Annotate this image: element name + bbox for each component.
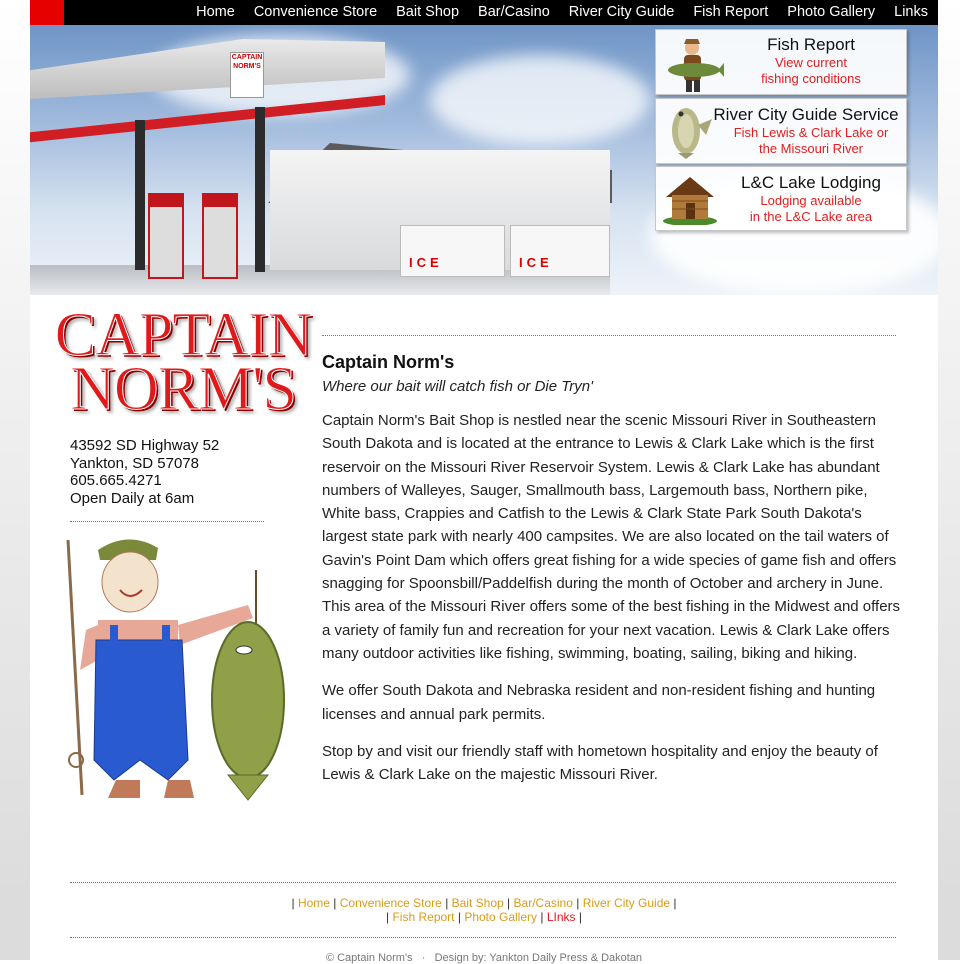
footer-link-fish-report[interactable]: Fish Report <box>392 910 455 924</box>
footer-link-convenience-store[interactable]: Convenience Store <box>339 896 442 910</box>
footer-link-photo-gallery[interactable]: Photo Gallery <box>464 910 538 924</box>
river-city-guide-button[interactable] <box>655 98 907 164</box>
fish-report-button[interactable] <box>655 29 907 95</box>
nav-bar-casino[interactable]: Bar/Casino <box>478 4 550 20</box>
fish-report-subtitle: fishing conditions <box>761 71 861 86</box>
licenses-paragraph: We offer South Dakota and Nebraska resident and non-resident fishing and hunting licenses and annual park permits. <box>322 682 876 723</box>
footer-link-river-city-guide[interactable]: River City Guide <box>582 896 671 910</box>
logo-line-1: CAPTAIN <box>54 301 312 369</box>
ice-chest: ICE <box>400 225 505 277</box>
footer-credits: © Captain Norm's · Design by: Yankton Daily Press & Dakotan <box>325 952 643 964</box>
nav-links[interactable]: Links <box>894 4 928 20</box>
river-city-guide-subtitle: Fish Lewis & Clark Lake or <box>733 125 889 140</box>
address-city: Yankton, SD 57078 <box>70 454 199 472</box>
river-city-guide-title: River City Guide Service <box>713 105 899 124</box>
nav-accent-block <box>30 0 64 25</box>
fish-report-subtitle: View current <box>774 55 847 70</box>
address-phone: 605.665.4271 <box>70 472 162 489</box>
footer-links-row-2: | Fish Report | Photo Gallery | LInks | <box>386 910 582 924</box>
page-tagline: Where our bait will catch fish or Die Tryn' <box>322 378 594 395</box>
cloud <box>430 55 650 145</box>
fish-report-title: Fish Report <box>767 35 855 54</box>
lodging-title: L&C Lake Lodging <box>741 173 881 192</box>
address-hours: Open Daily at 6am <box>70 489 195 507</box>
page-title: Captain Norm's <box>322 352 455 372</box>
fisherman-icon <box>662 36 724 97</box>
footer-link-bait-shop[interactable]: Bait Shop <box>451 896 504 910</box>
top-nav <box>64 0 938 25</box>
nav-convenience-store[interactable]: Convenience Store <box>253 4 378 20</box>
divider <box>70 937 896 938</box>
intro-paragraph: Captain Norm's Bait Shop is nestled near the scenic Missouri River in Southeastern South Dakota and is located at the entrance to Lewis & Clark Lake which is the first reservoir on the Missouri River Reservoir System. Lewis & Clark Lake has abundant numbers of Walleyes, Sauger, Smallmouth bass, Largemouth bass, Northern pike, White bass, Crappies and Catfish to the Lewis & Clark State Park South Dakota's largest state park with nearly 400 campsites. We are also located on the tail waters of Gavin's Point Dam which offers great fishing for a wide species of game fish and offers snagging for Spoonsbill/Paddelfish during the month of October and archery in June. This area of the Missouri River offers some of the best fishing in the Midwest and offers a variety of family fun and recreation for your next vacation. Lewis & Clark Lake offers many outdoor activities like fishing, swimming, boating, sailing, biking and hiking. <box>322 412 901 662</box>
store-address <box>70 437 219 507</box>
divider <box>70 882 896 883</box>
copyright-text: © Captain Norm's <box>325 952 413 964</box>
canopy-pole <box>135 120 145 270</box>
design-credit[interactable]: Design by: Yankton Daily Press & Dakotan <box>434 952 643 964</box>
ice-chest: ICE <box>510 225 610 277</box>
canopy-pole <box>255 107 265 272</box>
logo-line-2: NORM'S <box>70 355 296 423</box>
captain-norms-logo[interactable] <box>48 301 318 423</box>
footer-links-row-1: | Home | Convenience Store | Bait Shop | Bar/Casino | River City Guide | <box>291 896 677 910</box>
cabin-icon <box>662 173 718 230</box>
nav-photo-gallery[interactable]: Photo Gallery <box>787 4 876 20</box>
divider <box>322 335 896 336</box>
footer-link-bar-casino[interactable]: Bar/Casino <box>513 896 573 910</box>
cartoon-fisherman-illustration <box>58 530 298 805</box>
main-content <box>322 352 904 786</box>
nav-home[interactable]: Home <box>196 4 235 20</box>
lodging-subtitle: in the L&C Lake area <box>749 209 873 224</box>
visit-paragraph: Stop by and visit our friendly staff with hometown hospitality and enjoy the beauty of Lewis & Clark Lake on the majestic Missouri River. <box>322 742 878 784</box>
nav-bait-shop[interactable]: Bait Shop <box>396 4 460 20</box>
divider <box>70 521 264 522</box>
lodging-button[interactable] <box>655 166 907 231</box>
fuel-pump <box>202 205 238 279</box>
address-street: 43592 SD Highway 52 <box>70 437 220 454</box>
nav-river-city-guide[interactable]: River City Guide <box>568 4 675 20</box>
footer-link-home[interactable]: Home <box>297 896 330 910</box>
river-city-guide-subtitle: the Missouri River <box>758 141 864 156</box>
lodging-subtitle: Lodging available <box>760 193 862 208</box>
canopy-sign: CAPTAIN NORM'S <box>230 52 264 98</box>
nav-fish-report[interactable]: Fish Report <box>693 4 769 20</box>
fuel-pump <box>148 205 184 279</box>
footer-link-links[interactable]: LInks <box>546 910 576 924</box>
